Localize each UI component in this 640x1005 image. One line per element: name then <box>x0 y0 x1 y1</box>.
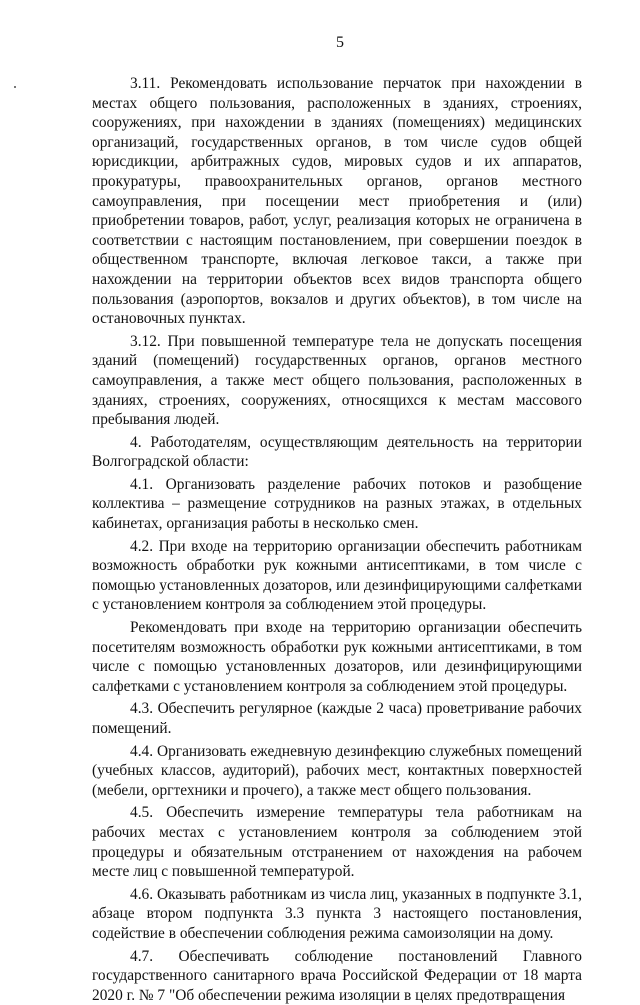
paragraph-4-2: 4.2. При входе на территорию организации обеспечить работникам возможность обработки рук кожными антисептиками, в том числе с помощью установленных дозаторов, или дезинфицирующими салфетками с установлением контроля за соблюдением этой процедуры. <box>92 537 582 614</box>
paragraph-3-12: 3.12. При повышенной температуре тела не допускать посещения зданий (помещений) государственных органов, органов местного самоуправления, а также мест общего пользования, расположенных в зданиях, строениях, сооружениях, относящихся к местам массового пребывания людей. <box>92 332 582 429</box>
paragraph-4-3: 4.3. Обеспечить регулярное (каждые 2 часа) проветривание рабочих помещений. <box>92 700 582 737</box>
paragraph-4: 4. Работодателям, осуществляющим деятельность на территории Волгоградской области: <box>92 433 582 471</box>
paragraph-3-11: 3.11. Рекомендовать использование перчаток при нахождении в местах общего пользования, расположенных в зданиях, строениях, сооружениях, при нахождении в зданиях (помещениях) медицинских организаций, государственных органов, в том числе судов общей юрисдикции, арбитражных судов, мировых судов и их аппаратов, прокуратуры, правоохранительных органов, органов местного самоуправления, при посещении мест приобретения и (или) приобретении товаров, работ, услуг, реализация которых не ограничена в соответствии с настоящим постановлением, при совершении поездок в общественном транспорте, включая легковое такси, а также при нахождении на территории объектов всех видов транспорта общего пользования (аэропортов, вокзалов и других объектов), в том числе на остановочных пунктах. <box>92 75 582 328</box>
paragraph-4-1: 4.1. Организовать разделение рабочих потоков и разобщение коллектива – размещение сотрудников на разных этажах, в отдельных кабинетах, организация работы в несколько смен. <box>92 475 582 533</box>
scan-artifact <box>14 86 16 88</box>
paragraph-4-7: 4.7. Обеспечивать соблюдение постановлений Главного государственного санитарного врача Российской Федерации от 18 марта 2020 г. № 7 "Об обеспечении режима изоляции в целях предотвращения <box>92 947 582 1004</box>
paragraph-4-6: 4.6. Оказывать работникам из числа лиц, указанных в подпункте 3.1, абзаце втором подпункта 3.3 пункта 3 настоящего постановления, содействие в обеспечении соблюдения режима самоизоляции на дому. <box>92 885 582 942</box>
page-number: 5 <box>336 34 344 51</box>
paragraph-4-4: 4.4. Организовать ежедневную дезинфекцию служебных помещений (учебных классов, аудиторий), рабочих мест, контактных поверхностей (мебели, оргтехники и прочего), а также мест общего пользования. <box>92 742 582 799</box>
paragraph-recommend: Рекомендовать при входе на территорию организации обеспечить посетителям возможность обработки рук кожными антисептиками, в том числе с помощью установленных дозаторов, или дезинфицирующими салфетками с установлением контроля за соблюдением этой процедуры. <box>92 619 582 695</box>
paragraph-4-5: 4.5. Обеспечить измерение температуры тела работникам на рабочих местах с установлением контроля за соблюдением этой процедуры и обязательным отстранением от нахождения на рабочем месте лиц с повышенной температурой. <box>92 804 582 881</box>
